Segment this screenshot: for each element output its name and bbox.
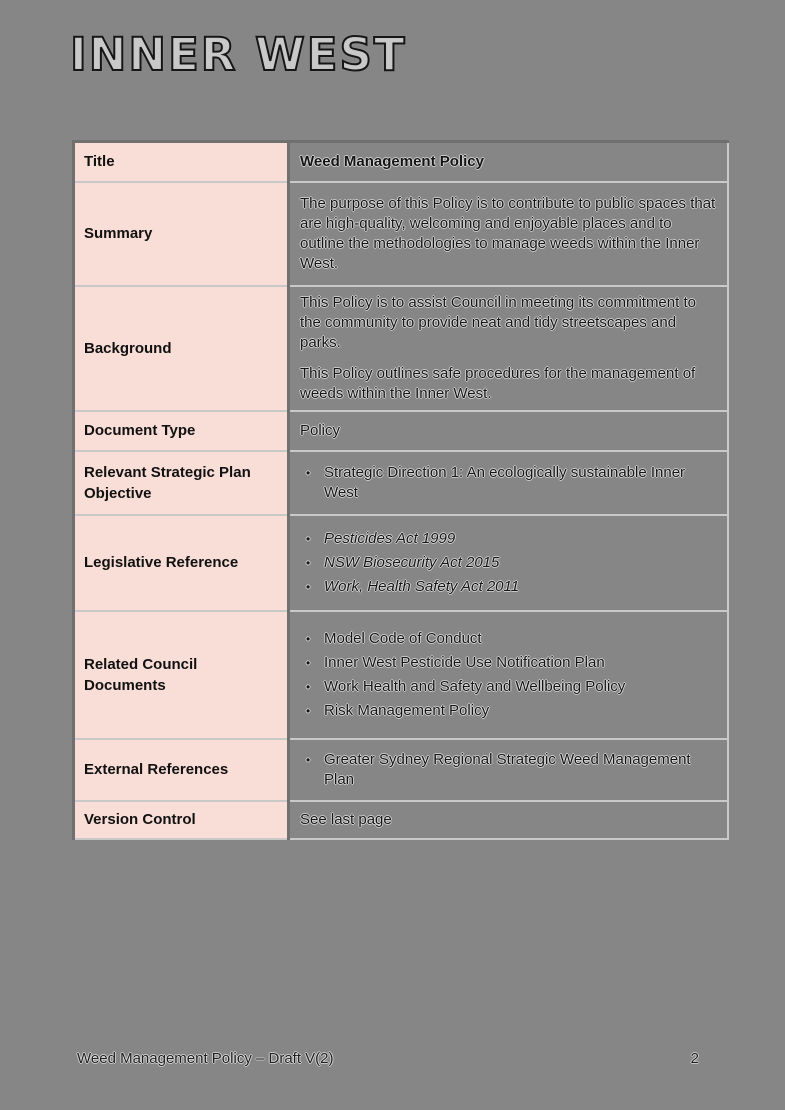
table-row xyxy=(74,286,729,411)
table-row xyxy=(74,739,729,801)
row-value xyxy=(289,739,729,801)
bullet-marker-icon: • xyxy=(306,631,311,646)
footer-document-title: Weed Management Policy – Draft V(2) xyxy=(77,1050,334,1067)
row-value xyxy=(289,142,729,182)
bullet-item xyxy=(300,529,717,549)
bullet-item xyxy=(300,653,717,673)
bullet-item xyxy=(300,553,717,573)
value-text: See last page xyxy=(300,810,392,828)
bullet-text: NSW Biosecurity Act 2015 xyxy=(324,553,500,571)
bullet-marker-icon: • xyxy=(306,531,311,546)
bullet-marker-icon: • xyxy=(306,752,311,767)
row-label: Background xyxy=(74,286,289,411)
bullet-marker-icon: • xyxy=(306,555,311,570)
table-row xyxy=(74,411,729,451)
bullet-marker-icon: • xyxy=(306,465,311,480)
row-label: Version Control xyxy=(74,801,289,839)
bullet-marker-icon: • xyxy=(306,679,311,694)
row-value xyxy=(289,286,729,411)
bullet-text: Greater Sydney Regional Strategic Weed Management Plan xyxy=(324,750,691,788)
table-row xyxy=(74,142,729,182)
bullet-item xyxy=(300,463,717,503)
bullet-item xyxy=(300,701,717,721)
bullet-marker-icon: • xyxy=(306,703,311,718)
bullet-text: Strategic Direction 1: An ecologically sustainable Inner West xyxy=(324,463,686,501)
footer-page-number: 2 xyxy=(690,1050,699,1067)
row-label: Related Council Documents xyxy=(74,611,289,739)
bullet-text: Pesticides Act 1999 xyxy=(324,529,456,547)
bullet-item xyxy=(300,677,717,697)
row-value xyxy=(289,801,729,839)
bullet-item xyxy=(300,577,717,597)
value-paragraph: The purpose of this Policy is to contribute to public spaces that are high-quality, welcoming and enjoyable places and to outline the methodologies to manage weeds within the Inner West. xyxy=(300,194,716,272)
row-label: Relevant Strategic Plan Objective xyxy=(74,451,289,515)
bullet-text: Work Health and Safety and Wellbeing Policy xyxy=(324,677,626,695)
table-row xyxy=(74,182,729,286)
table-row xyxy=(74,611,729,739)
row-label: Legislative Reference xyxy=(74,515,289,611)
bullet-text: Model Code of Conduct xyxy=(324,629,482,647)
row-label: Document Type xyxy=(74,411,289,451)
row-label: Title xyxy=(74,142,289,182)
row-label: External References xyxy=(74,739,289,801)
value-text: Weed Management Policy xyxy=(300,152,484,170)
bullet-item xyxy=(300,629,717,649)
bullet-marker-icon: • xyxy=(306,579,311,594)
row-label: Summary xyxy=(74,182,289,286)
row-value xyxy=(289,611,729,739)
row-value xyxy=(289,451,729,515)
value-text: Policy xyxy=(300,421,341,439)
bullet-text: Risk Management Policy xyxy=(324,701,490,719)
value-paragraph: This Policy outlines safe procedures for the management of weeds within the Inner West. xyxy=(300,364,696,402)
row-value xyxy=(289,411,729,451)
policy-info-table xyxy=(72,140,729,840)
bullet-item xyxy=(300,750,717,790)
table-row xyxy=(74,451,729,515)
row-value xyxy=(289,182,729,286)
bullet-text: Inner West Pesticide Use Notification Plan xyxy=(324,653,605,671)
table-row xyxy=(74,515,729,611)
bullet-marker-icon: • xyxy=(306,655,311,670)
page-footer xyxy=(77,1050,699,1067)
row-value xyxy=(289,515,729,611)
table-row xyxy=(74,801,729,839)
bullet-text: Work, Health Safety Act 2011 xyxy=(324,577,520,595)
value-paragraph: This Policy is to assist Council in meeting its commitment to the community to provide neat and tidy streetscapes and parks. xyxy=(300,293,696,351)
inner-west-logo: INNER WEST xyxy=(70,28,407,81)
